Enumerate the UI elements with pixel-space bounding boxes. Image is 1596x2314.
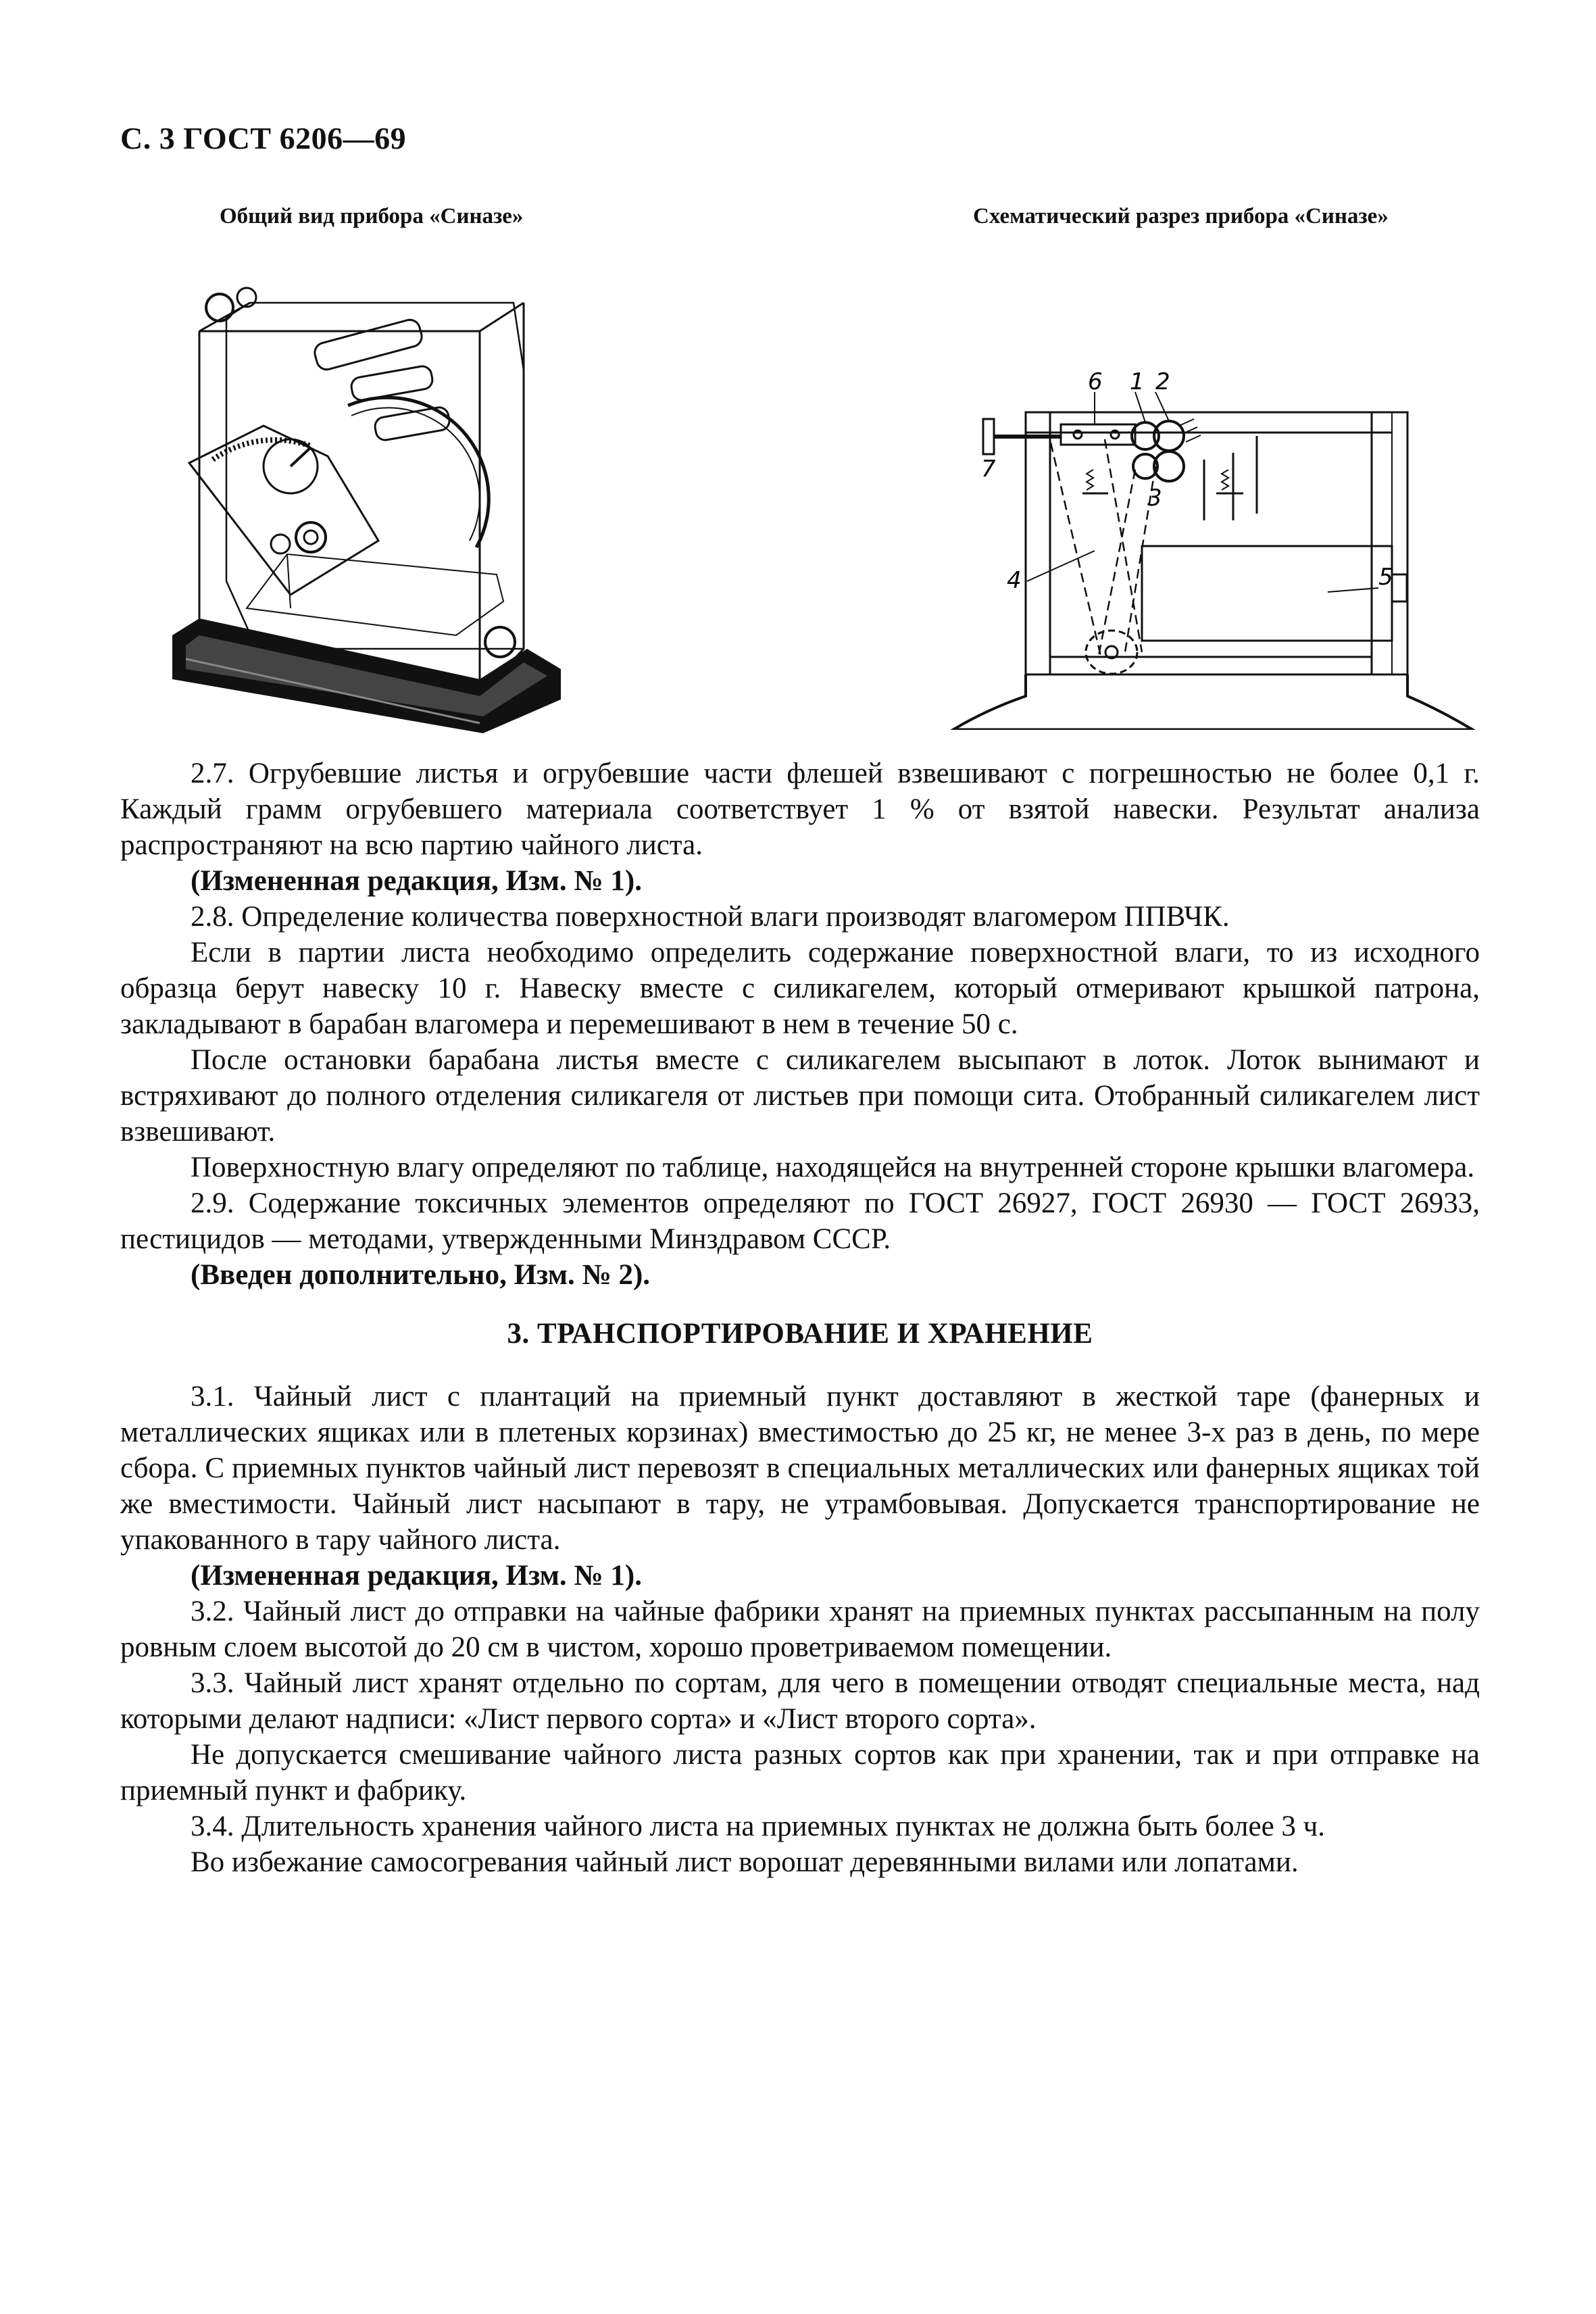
paragraph: Если в партии листа необходимо определить содержание поверхностной влаги, то из исходного образца берут навеску 10 г. Навеску вместе с силикагелем, который отмеривают крышкой патрона, закладывают в барабан влагомера и перемешивают в нем в течение 50 с. [120,937,1480,1040]
paragraph-3-3: 3.3. Чайный лист хранят отдельно по сортам, для чего в помещении отводят специальные места, над которыми делают надписи: «Лист первого сорта» и «Лист второго сорта». [120,1667,1480,1735]
document-body [120,756,1480,1880]
paragraph-3-2: 3.2. Чайный лист до отправки на чайные фабрики хранят на приемных пунктах рассыпанным на полу ровным слоем высотой до 20 см в чистом, хорошо проветриваемом помещении. [120,1596,1480,1663]
device-schematic-section-diagram [932,351,1493,730]
schematic-label-3: 3 [1147,485,1162,512]
schematic-label-1: 1 [1130,368,1145,395]
schematic-label-5: 5 [1378,564,1393,591]
paragraph-3-4: 3.4. Длительность хранения чайного листа на приемных пунктах не должна быть более 3 ч. [191,1811,1326,1842]
schematic-label-4: 4 [1007,567,1022,594]
paragraph: Поверхностную влагу определяют по таблице, находящейся на внутренней стороне крышки влагомера. [191,1152,1475,1183]
paragraph: Не допускается смешивание чайного листа разных сортов как при хранении, так и при отправке на приемный пункт и фабрику. [120,1739,1480,1806]
amendment-note: (Измененная редакция, Изм. № 1). [191,865,642,897]
paragraph-2-9: 2.9. Содержание токсичных элементов определяют по ГОСТ 26927, ГОСТ 26930 — ГОСТ 26933, пестицидов — методами, утвержденными Минздравом СССР. [120,1187,1480,1255]
section-heading: 3. ТРАНСПОРТИРОВАНИЕ И ХРАНЕНИЕ [507,1318,1093,1350]
paragraph-2-8: 2.8. Определение количества поверхностной влаги производят влагомером ППВЧК. [191,901,1230,933]
amendment-note: (Введен дополнительно, Изм. № 2). [191,1259,651,1291]
paragraph: После остановки барабана листья вместе с силикагелем высыпают в лоток. Лоток вынимают и встряхивают до полного отделения силикагеля от листьев при помощи сита. Отобранный силикагелем лист взвешивают. [120,1044,1480,1148]
paragraph-3-1: 3.1. Чайный лист с плантаций на приемный пункт доставляют в жесткой таре (фанерных и металлических ящиках или в плетеных корзинах) вместимостью до 25 кг, не менее 3-х раз в день, по мере сбора. С приемных пунктов чайный лист перевозят в специальных металлических или фанерных ящиках той же вместимости. Чайный лист насыпают в тару, не утрамбовывая. Допускается транспортирование не упакованного в тару чайного листа. [120,1381,1480,1556]
schematic-label-7: 7 [981,456,996,483]
amendment-note: (Измененная редакция, Изм. № 1). [191,1560,642,1592]
figure-caption-general-view: Общий вид прибора «Синазе» [220,204,524,228]
paragraph-2-7: 2.7. Огрубевшие листья и огрубевшие части флешей взвешивают с погрешностью не более 0,1 г. Каждый грамм огрубевшего материала соответствует 1 % от взятой навески. Результат анализа распространяют на всю партию чайного листа. [120,758,1480,861]
paragraph: Во избежание самосогревания чайный лист ворошат деревянными вилами или лопатами. [191,1846,1299,1878]
device-drawing [172,257,632,737]
device-general-view-illustration [172,257,632,737]
schematic-label-6: 6 [1088,368,1103,395]
schematic-label-2: 2 [1155,368,1170,395]
page-header: С. 3 ГОСТ 6206—69 [120,121,407,155]
schematic-drawing [932,351,1493,730]
figure-caption-schematic-section: Схематический разрез прибора «Синазе» [973,204,1389,228]
